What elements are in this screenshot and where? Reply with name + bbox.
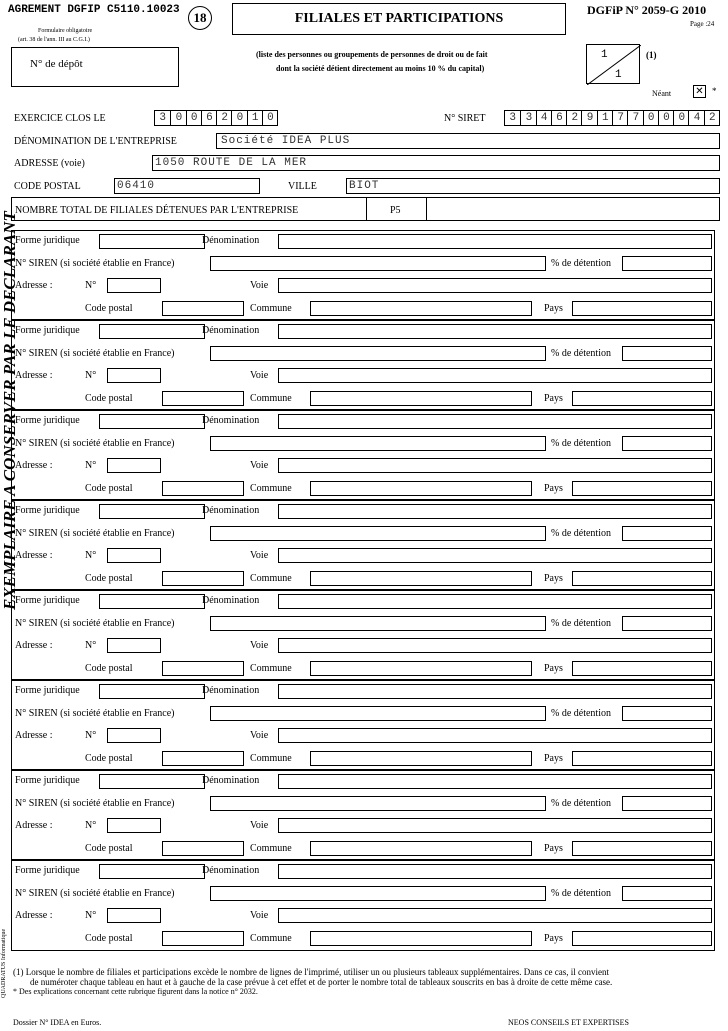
digit-cell: 0 <box>643 111 659 125</box>
footnote-1: (1) Lorsque le nombre de filiales et participations excède le nombre de lignes de l'imprimé, utiliser un ou plusieurs tableaux supplémentaires. Dans ce cas, il convient <box>13 967 609 977</box>
ville-value: BIOT <box>349 180 380 192</box>
commune-input[interactable] <box>310 301 532 316</box>
voie-label: Voie <box>250 280 269 291</box>
forme-juridique-input[interactable] <box>99 234 205 249</box>
dgfip-number: DGFiP N° 2059-G 2010 <box>587 3 707 17</box>
detention-input[interactable] <box>622 616 712 631</box>
ville-field[interactable] <box>346 178 720 194</box>
table-count-box[interactable] <box>586 44 640 84</box>
code-postal-field[interactable] <box>114 178 260 194</box>
pays-input[interactable] <box>572 571 712 586</box>
commune-input[interactable] <box>310 841 532 856</box>
subsidiary-block <box>11 410 715 500</box>
commune-label: Commune <box>250 663 292 674</box>
code-postal-label: Code postal <box>85 843 133 854</box>
siren-input[interactable] <box>210 796 546 811</box>
detention-input[interactable] <box>622 796 712 811</box>
adresse-label: Adresse : <box>15 730 53 741</box>
code-postal-input[interactable] <box>162 301 244 316</box>
denomination-label: DÉNOMINATION DE L'ENTREPRISE <box>14 136 177 147</box>
detention-label: % de détention <box>551 888 611 899</box>
forme-juridique-input[interactable] <box>99 324 205 339</box>
adresse-field[interactable] <box>152 155 720 171</box>
forme-juridique-label: Forme juridique <box>15 325 80 336</box>
pays-input[interactable] <box>572 391 712 406</box>
commune-label: Commune <box>250 573 292 584</box>
detention-input[interactable] <box>622 436 712 451</box>
siren-label: N° SIREN (si société établie en France) <box>15 618 175 629</box>
siren-input[interactable] <box>210 346 546 361</box>
footnote-3: * Des explications concernant cette rubrique figurent dans la notice n° 2032. <box>13 987 258 996</box>
total-filiales-code: P5 <box>390 205 401 216</box>
code-postal-label: CODE POSTAL <box>14 181 81 192</box>
code-postal-label: Code postal <box>85 483 133 494</box>
subsidiary-block <box>11 590 715 680</box>
siren-input[interactable] <box>210 706 546 721</box>
adresse-label: Adresse : <box>15 460 53 471</box>
forme-juridique-input[interactable] <box>99 684 205 699</box>
digit-cell: 3 <box>520 111 536 125</box>
digit-cell: 9 <box>581 111 597 125</box>
commune-input[interactable] <box>310 571 532 586</box>
siren-label: N° SIREN (si société établie en France) <box>15 438 175 449</box>
siren-input[interactable] <box>210 256 546 271</box>
footer-right: NEOS CONSEILS ET EXPERTISES <box>508 1018 629 1027</box>
pays-label: Pays <box>544 933 563 944</box>
denomination-field[interactable] <box>216 133 720 149</box>
code-postal-input[interactable] <box>162 751 244 766</box>
table-total: 1 <box>615 69 622 81</box>
digit-cell: 2 <box>704 111 720 125</box>
digit-cell: 0 <box>170 111 186 125</box>
numero-input[interactable] <box>107 368 161 383</box>
pays-label: Pays <box>544 393 563 404</box>
siret-field[interactable] <box>504 110 720 126</box>
numero-input[interactable] <box>107 818 161 833</box>
siren-input[interactable] <box>210 526 546 541</box>
detention-label: % de détention <box>551 618 611 629</box>
footer-left: Dossier N° IDEA en Euros. <box>13 1018 102 1027</box>
diagonal-divider <box>587 45 641 85</box>
footnote-2: de numéroter chaque tableau en haut et à gauche de la case prévue à cet effet et de porter le nombre total de tableaux souscrits en bas à droite de cette même case. <box>30 977 613 987</box>
forme-juridique-label: Forme juridique <box>15 415 80 426</box>
numero-input[interactable] <box>107 908 161 923</box>
depot-label: N° de dépôt <box>30 58 83 70</box>
digit-cell: 3 <box>159 112 166 124</box>
obligatoire-note: Formulaire obligatoire <box>38 28 93 34</box>
denomination-input[interactable] <box>278 234 712 249</box>
numero-input[interactable] <box>107 278 161 293</box>
detention-input[interactable] <box>622 346 712 361</box>
code-postal-input[interactable] <box>162 571 244 586</box>
exercice-field[interactable] <box>154 110 278 126</box>
forme-juridique-input[interactable] <box>99 774 205 789</box>
numero-label: N° <box>85 280 97 291</box>
commune-label: Commune <box>250 483 292 494</box>
voie-label: Voie <box>250 910 269 921</box>
pays-label: Pays <box>544 303 563 314</box>
digit-cell: 4 <box>688 111 704 125</box>
digit-cell: 0 <box>658 111 674 125</box>
voie-label: Voie <box>250 730 269 741</box>
voie-label: Voie <box>250 370 269 381</box>
denomination-value: Société IDEA PLUS <box>221 135 351 147</box>
digit-cell: 1 <box>597 111 613 125</box>
numero-label: N° <box>85 820 97 831</box>
commune-label: Commune <box>250 843 292 854</box>
code-postal-input[interactable] <box>162 841 244 856</box>
forme-juridique-label: Forme juridique <box>15 595 80 606</box>
pays-input[interactable] <box>572 481 712 496</box>
code-postal-label: Code postal <box>85 393 133 404</box>
code-postal-input[interactable] <box>162 931 244 946</box>
digit-cell: 6 <box>551 111 567 125</box>
ville-label: VILLE <box>288 181 317 192</box>
digit-cell: 7 <box>627 111 643 125</box>
voie-label: Voie <box>250 460 269 471</box>
commune-label: Commune <box>250 933 292 944</box>
commune-input[interactable] <box>310 661 532 676</box>
digit-cell: 0 <box>186 111 202 125</box>
voie-label: Voie <box>250 820 269 831</box>
detention-label: % de détention <box>551 438 611 449</box>
siren-label: N° SIREN (si société établie en France) <box>15 348 175 359</box>
numero-label: N° <box>85 550 97 561</box>
subsidiary-block <box>11 860 715 951</box>
page-number: Page :24 <box>690 20 715 28</box>
adresse-label: Adresse : <box>15 820 53 831</box>
detention-input[interactable] <box>622 526 712 541</box>
digit-cell: 2 <box>566 111 582 125</box>
total-filiales-input[interactable] <box>427 198 719 220</box>
numero-label: N° <box>85 460 97 471</box>
adresse-value: 1050 ROUTE DE LA MER <box>155 157 308 169</box>
denomination-label: Dénomination <box>202 595 260 606</box>
denomination-label: Dénomination <box>202 325 260 336</box>
siren-label: N° SIREN (si société établie en France) <box>15 528 175 539</box>
pays-input[interactable] <box>572 931 712 946</box>
denomination-input[interactable] <box>278 504 712 519</box>
pays-input[interactable] <box>572 661 712 676</box>
siren-label: N° SIREN (si société établie en France) <box>15 708 175 719</box>
voie-input[interactable] <box>278 548 712 563</box>
denomination-input[interactable] <box>278 594 712 609</box>
commune-input[interactable] <box>310 391 532 406</box>
pays-input[interactable] <box>572 841 712 856</box>
denomination-input[interactable] <box>278 864 712 879</box>
digit-cell: 0 <box>231 111 247 125</box>
code-postal-label: Code postal <box>85 753 133 764</box>
denomination-label: Dénomination <box>202 685 260 696</box>
voie-input[interactable] <box>278 368 712 383</box>
numero-input[interactable] <box>107 728 161 743</box>
commune-label: Commune <box>250 753 292 764</box>
code-postal-input[interactable] <box>162 391 244 406</box>
forme-juridique-label: Forme juridique <box>15 775 80 786</box>
pays-input[interactable] <box>572 301 712 316</box>
numero-input[interactable] <box>107 638 161 653</box>
adresse-label: Adresse : <box>15 370 53 381</box>
digit-cell: 6 <box>201 111 217 125</box>
code-postal-label: Code postal <box>85 933 133 944</box>
code-postal-input[interactable] <box>162 481 244 496</box>
commune-input[interactable] <box>310 931 532 946</box>
detention-label: % de détention <box>551 528 611 539</box>
side-software-text: QUADRATUS Informatique <box>1 928 7 998</box>
neant-asterisk: * <box>712 86 717 96</box>
siren-input[interactable] <box>210 886 546 901</box>
forme-juridique-label: Forme juridique <box>15 685 80 696</box>
adresse-label: Adresse : <box>15 550 53 561</box>
subsidiary-block <box>11 770 715 860</box>
pays-label: Pays <box>544 753 563 764</box>
neant-label: Néant <box>652 89 672 98</box>
article-note: (art. 38 de l'ann. III au C.G.I.) <box>18 37 90 43</box>
detention-label: % de détention <box>551 348 611 359</box>
digit-cell: 4 <box>536 111 552 125</box>
numero-label: N° <box>85 910 97 921</box>
side-declarant-text: EXEMPLAIRE A CONSERVER PAR LE DECLARANT <box>0 211 19 610</box>
subsidiary-block <box>11 320 715 410</box>
denomination-label: Dénomination <box>202 235 260 246</box>
denomination-input[interactable] <box>278 684 712 699</box>
code-postal-input[interactable] <box>162 661 244 676</box>
detention-input[interactable] <box>622 706 712 721</box>
code-postal-label: Code postal <box>85 303 133 314</box>
denomination-label: Dénomination <box>202 415 260 426</box>
code-postal-label: Code postal <box>85 663 133 674</box>
numero-label: N° <box>85 370 97 381</box>
commune-input[interactable] <box>310 751 532 766</box>
total-filiales-box <box>11 197 720 221</box>
forme-juridique-input[interactable] <box>99 504 205 519</box>
total-filiales-label: NOMBRE TOTAL DE FILIALES DÉTENUES PAR L'ENTREPRISE <box>15 205 299 216</box>
forme-juridique-input[interactable] <box>99 594 205 609</box>
code-postal-value: 06410 <box>117 180 156 192</box>
digit-cell: 3 <box>509 112 516 124</box>
detention-input[interactable] <box>622 886 712 901</box>
title-box <box>232 3 566 35</box>
denomination-input[interactable] <box>278 414 712 429</box>
digit-cell: 2 <box>216 111 232 125</box>
siren-input[interactable] <box>210 616 546 631</box>
adresse-label: Adresse : <box>15 640 53 651</box>
siret-label: N° SIRET <box>444 113 486 124</box>
voie-input[interactable] <box>278 278 712 293</box>
numero-input[interactable] <box>107 458 161 473</box>
siren-input[interactable] <box>210 436 546 451</box>
subsidiary-block <box>11 680 715 770</box>
voie-label: Voie <box>250 550 269 561</box>
numero-input[interactable] <box>107 548 161 563</box>
voie-input[interactable] <box>278 818 712 833</box>
denomination-input[interactable] <box>278 774 712 789</box>
agrement-label: AGREMENT DGFIP C5110.10023 <box>8 4 180 16</box>
voie-input[interactable] <box>278 908 712 923</box>
digit-cell: 0 <box>673 111 689 125</box>
forme-juridique-label: Forme juridique <box>15 235 80 246</box>
detention-input[interactable] <box>622 256 712 271</box>
pays-input[interactable] <box>572 751 712 766</box>
detention-label: % de détention <box>551 258 611 269</box>
pays-label: Pays <box>544 483 563 494</box>
adresse-label: Adresse : <box>15 910 53 921</box>
denomination-label: Dénomination <box>202 775 260 786</box>
subtitle-line2: dont la société détient directement au moins 10 % du capital) <box>276 64 485 73</box>
pays-label: Pays <box>544 843 563 854</box>
table-number: 1 <box>601 49 608 61</box>
note-ref: (1) <box>646 50 657 60</box>
subsidiary-block <box>11 230 715 320</box>
siren-label: N° SIREN (si société établie en France) <box>15 798 175 809</box>
denomination-input[interactable] <box>278 324 712 339</box>
forme-juridique-label: Forme juridique <box>15 505 80 516</box>
voie-input[interactable] <box>278 728 712 743</box>
pays-label: Pays <box>544 573 563 584</box>
numero-label: N° <box>85 640 97 651</box>
exercice-label: EXERCICE CLOS LE <box>14 113 106 124</box>
numero-label: N° <box>85 730 97 741</box>
siren-label: N° SIREN (si société établie en France) <box>15 258 175 269</box>
digit-cell: 0 <box>262 111 278 125</box>
pays-label: Pays <box>544 663 563 674</box>
digit-cell: 1 <box>247 111 263 125</box>
adresse-label: Adresse : <box>15 280 53 291</box>
detention-label: % de détention <box>551 708 611 719</box>
forme-juridique-input[interactable] <box>99 414 205 429</box>
voie-label: Voie <box>250 640 269 651</box>
commune-label: Commune <box>250 393 292 404</box>
adresse-label: ADRESSE (voie) <box>14 158 85 169</box>
forme-juridique-label: Forme juridique <box>15 865 80 876</box>
digit-cell: 7 <box>612 111 628 125</box>
denomination-label: Dénomination <box>202 865 260 876</box>
form-title: FILIALES ET PARTICIPATIONS <box>294 11 504 26</box>
neant-checkbox[interactable]: ✕ <box>693 85 706 98</box>
voie-input[interactable] <box>278 458 712 473</box>
subsidiary-block <box>11 500 715 590</box>
code-postal-label: Code postal <box>85 573 133 584</box>
commune-input[interactable] <box>310 481 532 496</box>
depot-box[interactable] <box>11 47 179 87</box>
forme-juridique-input[interactable] <box>99 864 205 879</box>
voie-input[interactable] <box>278 638 712 653</box>
siren-label: N° SIREN (si société établie en France) <box>15 888 175 899</box>
commune-label: Commune <box>250 303 292 314</box>
form-number-badge: 18 <box>188 6 212 30</box>
detention-label: % de détention <box>551 798 611 809</box>
subtitle-line1: (liste des personnes ou groupements de personnes de droit ou de fait <box>256 50 488 59</box>
denomination-label: Dénomination <box>202 505 260 516</box>
